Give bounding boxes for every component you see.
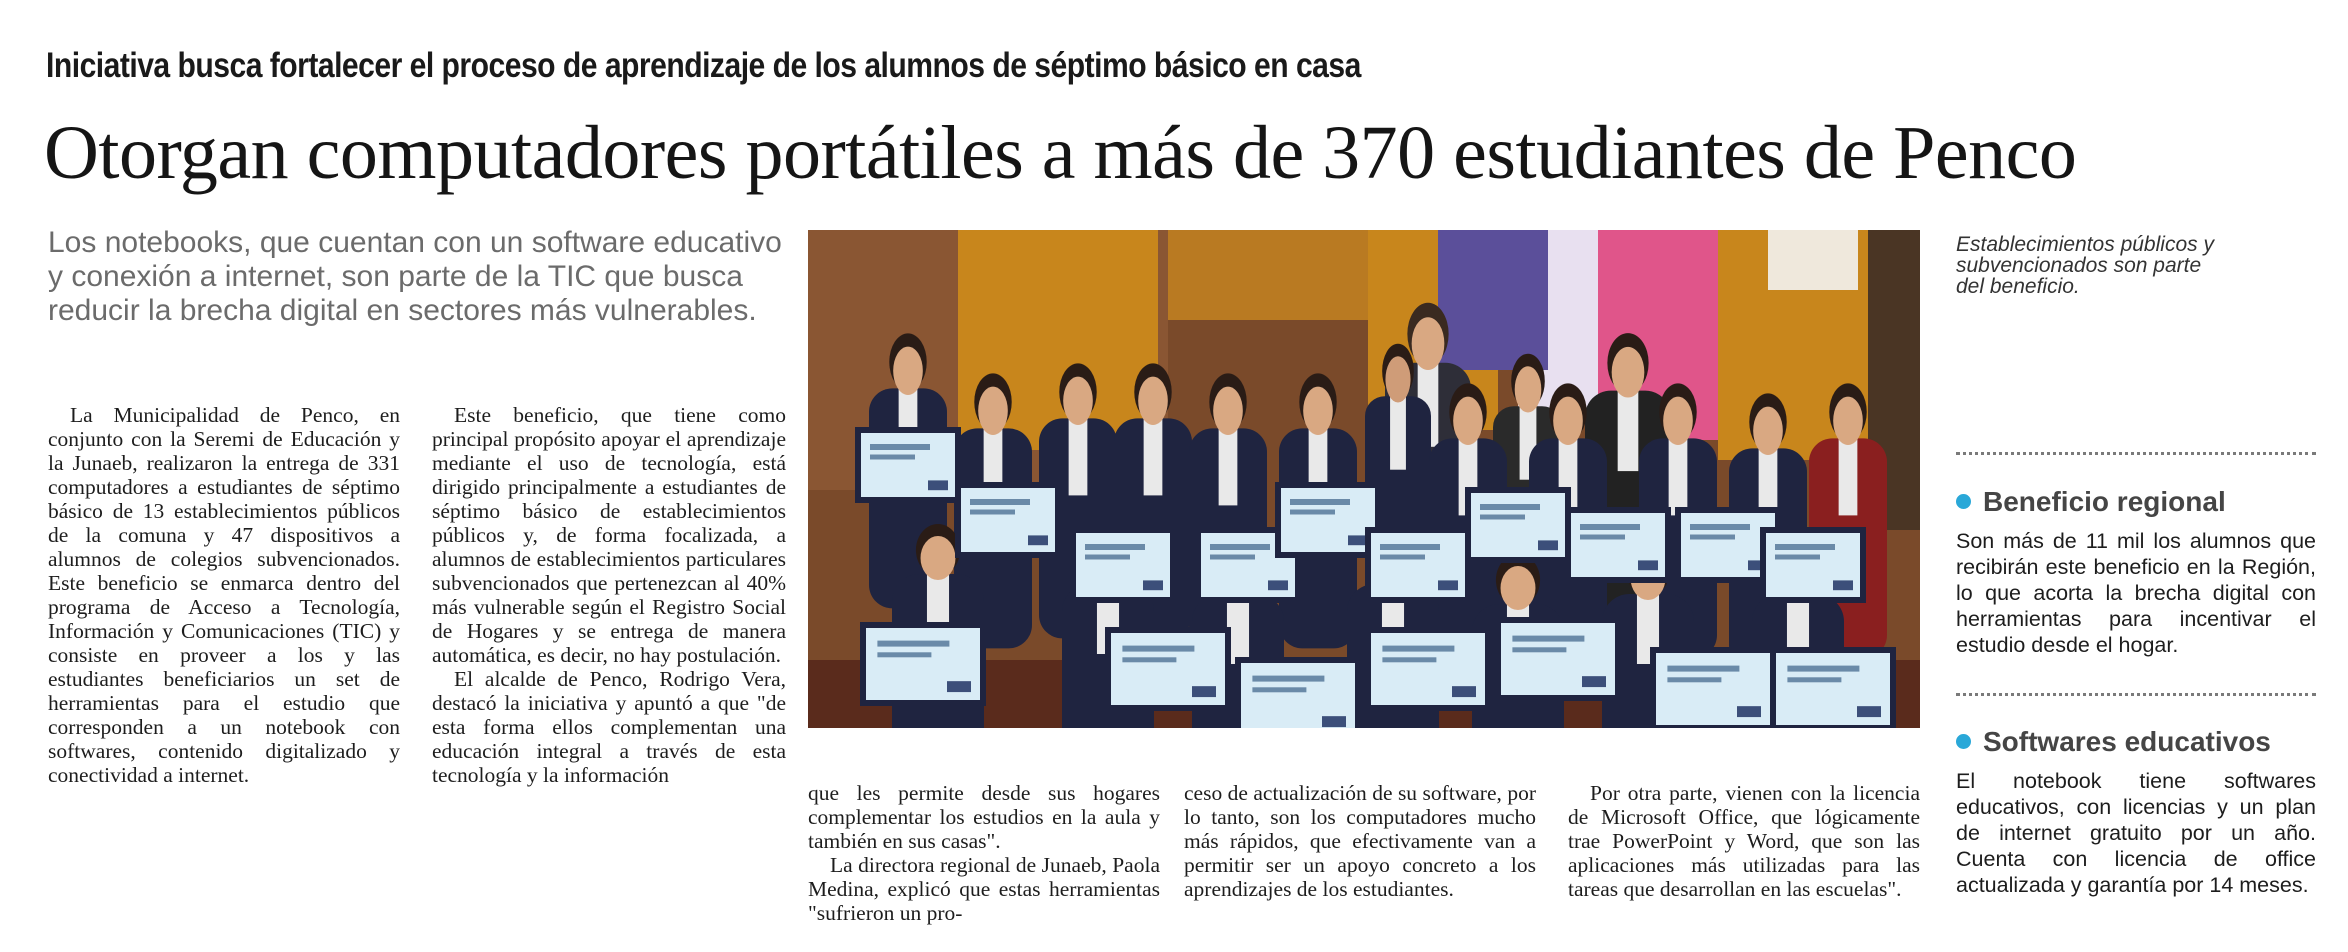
person-face: [1063, 377, 1093, 425]
box-text-line: [1252, 687, 1306, 692]
notebook-box: [958, 485, 1058, 555]
notebook-box: [1108, 630, 1228, 708]
box-text-line: [1690, 524, 1750, 530]
box-text-line: [1775, 544, 1835, 550]
box-logo: [1857, 706, 1881, 717]
box-text-line: [1122, 646, 1194, 652]
body-paragraph: El alcalde de Penco, Rodrigo Vera, destacó la iniciativa y apuntó a que "de esta forma ellos complementan una educación integral a través de esta tecnología y la información: [432, 667, 786, 787]
box-text-line: [970, 510, 1015, 515]
box-text-line: [1580, 535, 1625, 540]
notebook-box: [1368, 530, 1468, 600]
box-text-line: [1690, 535, 1735, 540]
body-paragraph: Por otra parte, vienen con la licencia de Microsoft Office, que lógicamente trae PowerPoint y Word, que son las aplicaciones más utilizadas para las tareas que desarrollan en las escuelas".: [1568, 781, 1920, 901]
person-shirt: [1144, 418, 1163, 495]
body-paragraph: ceso de actualización de su software, por lo tanto, son los computadores mucho más rápidos, que efectivamente van a permitir ser un apoyo concreto a los aprendizajes de los estudiantes.: [1184, 781, 1536, 901]
box-text-line: [1210, 544, 1270, 550]
sidebar-heading-2: [1956, 726, 2271, 758]
article-photo: [808, 230, 1920, 728]
person-face: [1303, 387, 1333, 435]
person-face: [1515, 366, 1542, 412]
box-text-line: [1085, 544, 1145, 550]
box-logo: [1143, 580, 1163, 590]
group-photo-illustration: [808, 230, 1920, 728]
person-face: [1833, 397, 1863, 445]
bullet-icon: [1956, 734, 1971, 749]
sidebar-heading-text: Beneficio regional: [1983, 486, 2226, 517]
notebook-box: [1763, 530, 1863, 600]
box-text-line: [1252, 676, 1324, 682]
box-logo: [1737, 706, 1761, 717]
article-deck: Los notebooks, que cuentan con un software educativo y conexión a internet, son parte de la TIC que busca reducir la brecha digital en sectores más vulnerables.: [48, 226, 782, 327]
notebook-box: [1278, 485, 1378, 555]
box-text-line: [1787, 677, 1841, 682]
sidebar-divider: [1956, 452, 2316, 455]
person-shirt: [1618, 391, 1639, 472]
body-column-5: [1568, 781, 1920, 901]
box-text-line: [1290, 499, 1350, 505]
person-face: [1753, 407, 1783, 455]
box-logo: [1192, 686, 1216, 697]
body-paragraph: Este beneficio, que tiene como principal propósito apoyar el aprendizaje mediante el uso de tecnología, está dirigido principalmente a estudiantes de séptimo básico de establecimientos públicos y, de forma focalizada, a alumnos de establecimientos particulares subvencionados que pertenezcan al 40% más vulnerable según el Registro Social de Hogares y se entrega de manera automática, es decir, no hay postulación.: [432, 403, 786, 667]
box-text-line: [1290, 510, 1335, 515]
box-text-line: [1580, 524, 1640, 530]
box-text-line: [1480, 504, 1540, 510]
notebook-box: [1368, 630, 1488, 708]
person-face: [1663, 397, 1693, 445]
person-face: [978, 387, 1008, 435]
box-text-line: [1512, 647, 1566, 652]
box-text-line: [1122, 657, 1176, 662]
person-face: [921, 536, 956, 580]
box-logo: [1028, 535, 1048, 545]
body-paragraph: La Municipalidad de Penco, en conjunto con la Seremi de Educación y la Junaeb, realizaron la entrega de 331 computadores a estudiantes de séptimo básico de 13 establecimientos públicos de la comuna y 47 dispositivos a alumnos de colegios subvencionados. Este beneficio se enmarca dentro del programa de Acceso a Tecnología, Información y Comunicaciones (TIC) y consiste en proveer a los y las estudiantes beneficiarios un set de herramientas para el estudio que corresponden a un notebook con softwares, contenido digitalizado y conectividad a internet.: [48, 403, 400, 787]
box-text-line: [1512, 636, 1584, 642]
box-logo: [1438, 580, 1458, 590]
notebook-box: [1773, 650, 1893, 728]
box-text-line: [870, 444, 930, 450]
person-shirt: [1390, 396, 1406, 470]
person-face: [1453, 397, 1483, 445]
person-face: [1412, 317, 1445, 370]
box-text-line: [1775, 555, 1820, 560]
person-shirt: [1669, 438, 1688, 515]
box-text-line: [1085, 555, 1130, 560]
person-face: [1213, 387, 1243, 435]
notebook-box: [1568, 510, 1668, 580]
banner-purple: [1438, 230, 1548, 370]
person-face: [1138, 377, 1168, 425]
box-text-line: [870, 455, 915, 460]
box-logo: [928, 480, 948, 490]
body-column-3: [808, 781, 1160, 925]
person-face: [1501, 566, 1536, 610]
sidebar-text-2: El notebook tiene softwares educativos, con licencias y un plan de internet gratuito por un año. Cuenta con licencia de office actualizada y garantía por 14 meses.: [1956, 769, 2316, 897]
sidebar-heading-1: [1956, 486, 2226, 518]
box-logo: [1268, 580, 1288, 590]
sidebar-text-1: Son más de 11 mil los alumnos que recibirán este beneficio en la Región, lo que acorta la brecha digital con herramientas para incentivar el estudio desde el hogar.: [1956, 529, 2316, 657]
bullet-icon: [1956, 494, 1971, 509]
photo-caption: Establecimientos públicos y subvencionados son parte del beneficio.: [1956, 233, 2214, 298]
body-column-2: [432, 403, 786, 787]
box-logo: [1582, 676, 1606, 687]
curtain-top: [1168, 230, 1368, 320]
sidebar-heading-text: Softwares educativos: [1983, 726, 2271, 757]
box-text-line: [1667, 677, 1721, 682]
person-face: [1385, 356, 1410, 402]
notebook-box: [1498, 620, 1618, 698]
box-text-line: [1210, 555, 1255, 560]
box-text-line: [1382, 657, 1436, 662]
person-face: [1612, 347, 1645, 398]
body-paragraph: La directora regional de Junaeb, Paola Medina, explicó que estas herramientas "sufrieron un pro-: [808, 853, 1160, 925]
body-column-4: [1184, 781, 1536, 901]
sign-board: [1768, 230, 1858, 290]
person-face: [893, 347, 923, 395]
person-shirt: [1219, 428, 1238, 505]
notebook-box: [858, 430, 958, 500]
box-text-line: [1382, 646, 1454, 652]
box-logo: [1538, 540, 1558, 550]
box-text-line: [1787, 666, 1859, 672]
box-text-line: [1667, 666, 1739, 672]
box-logo: [947, 681, 971, 692]
box-logo: [1833, 580, 1853, 590]
box-logo: [1638, 560, 1658, 570]
box-text-line: [877, 652, 931, 657]
sidebar-divider: [1956, 693, 2316, 696]
box-text-line: [1480, 515, 1525, 520]
body-paragraph: que les permite desde sus hogares complementar los estudios en la aula y también en sus casas".: [808, 781, 1160, 853]
notebook-box: [1468, 490, 1568, 560]
box-text-line: [1380, 555, 1425, 560]
notebook-box: [1073, 530, 1173, 600]
article-kicker: Iniciativa busca fortalecer el proceso de aprendizaje de los alumnos de séptimo básico en casa: [46, 46, 1361, 85]
notebook-box: [1238, 660, 1358, 728]
body-column-1: [48, 403, 400, 787]
article-headline: Otorgan computadores portátiles a más de 370 estudiantes de Penco: [44, 111, 2077, 195]
notebook-box: [1653, 650, 1773, 728]
notebook-box: [863, 625, 983, 703]
box-text-line: [1380, 544, 1440, 550]
person-face: [1553, 397, 1583, 445]
box-text-line: [970, 499, 1030, 505]
box-logo: [1322, 716, 1346, 727]
person-shirt: [1069, 418, 1088, 495]
box-logo: [1452, 686, 1476, 697]
box-text-line: [877, 641, 949, 647]
person-shirt: [1839, 438, 1858, 515]
